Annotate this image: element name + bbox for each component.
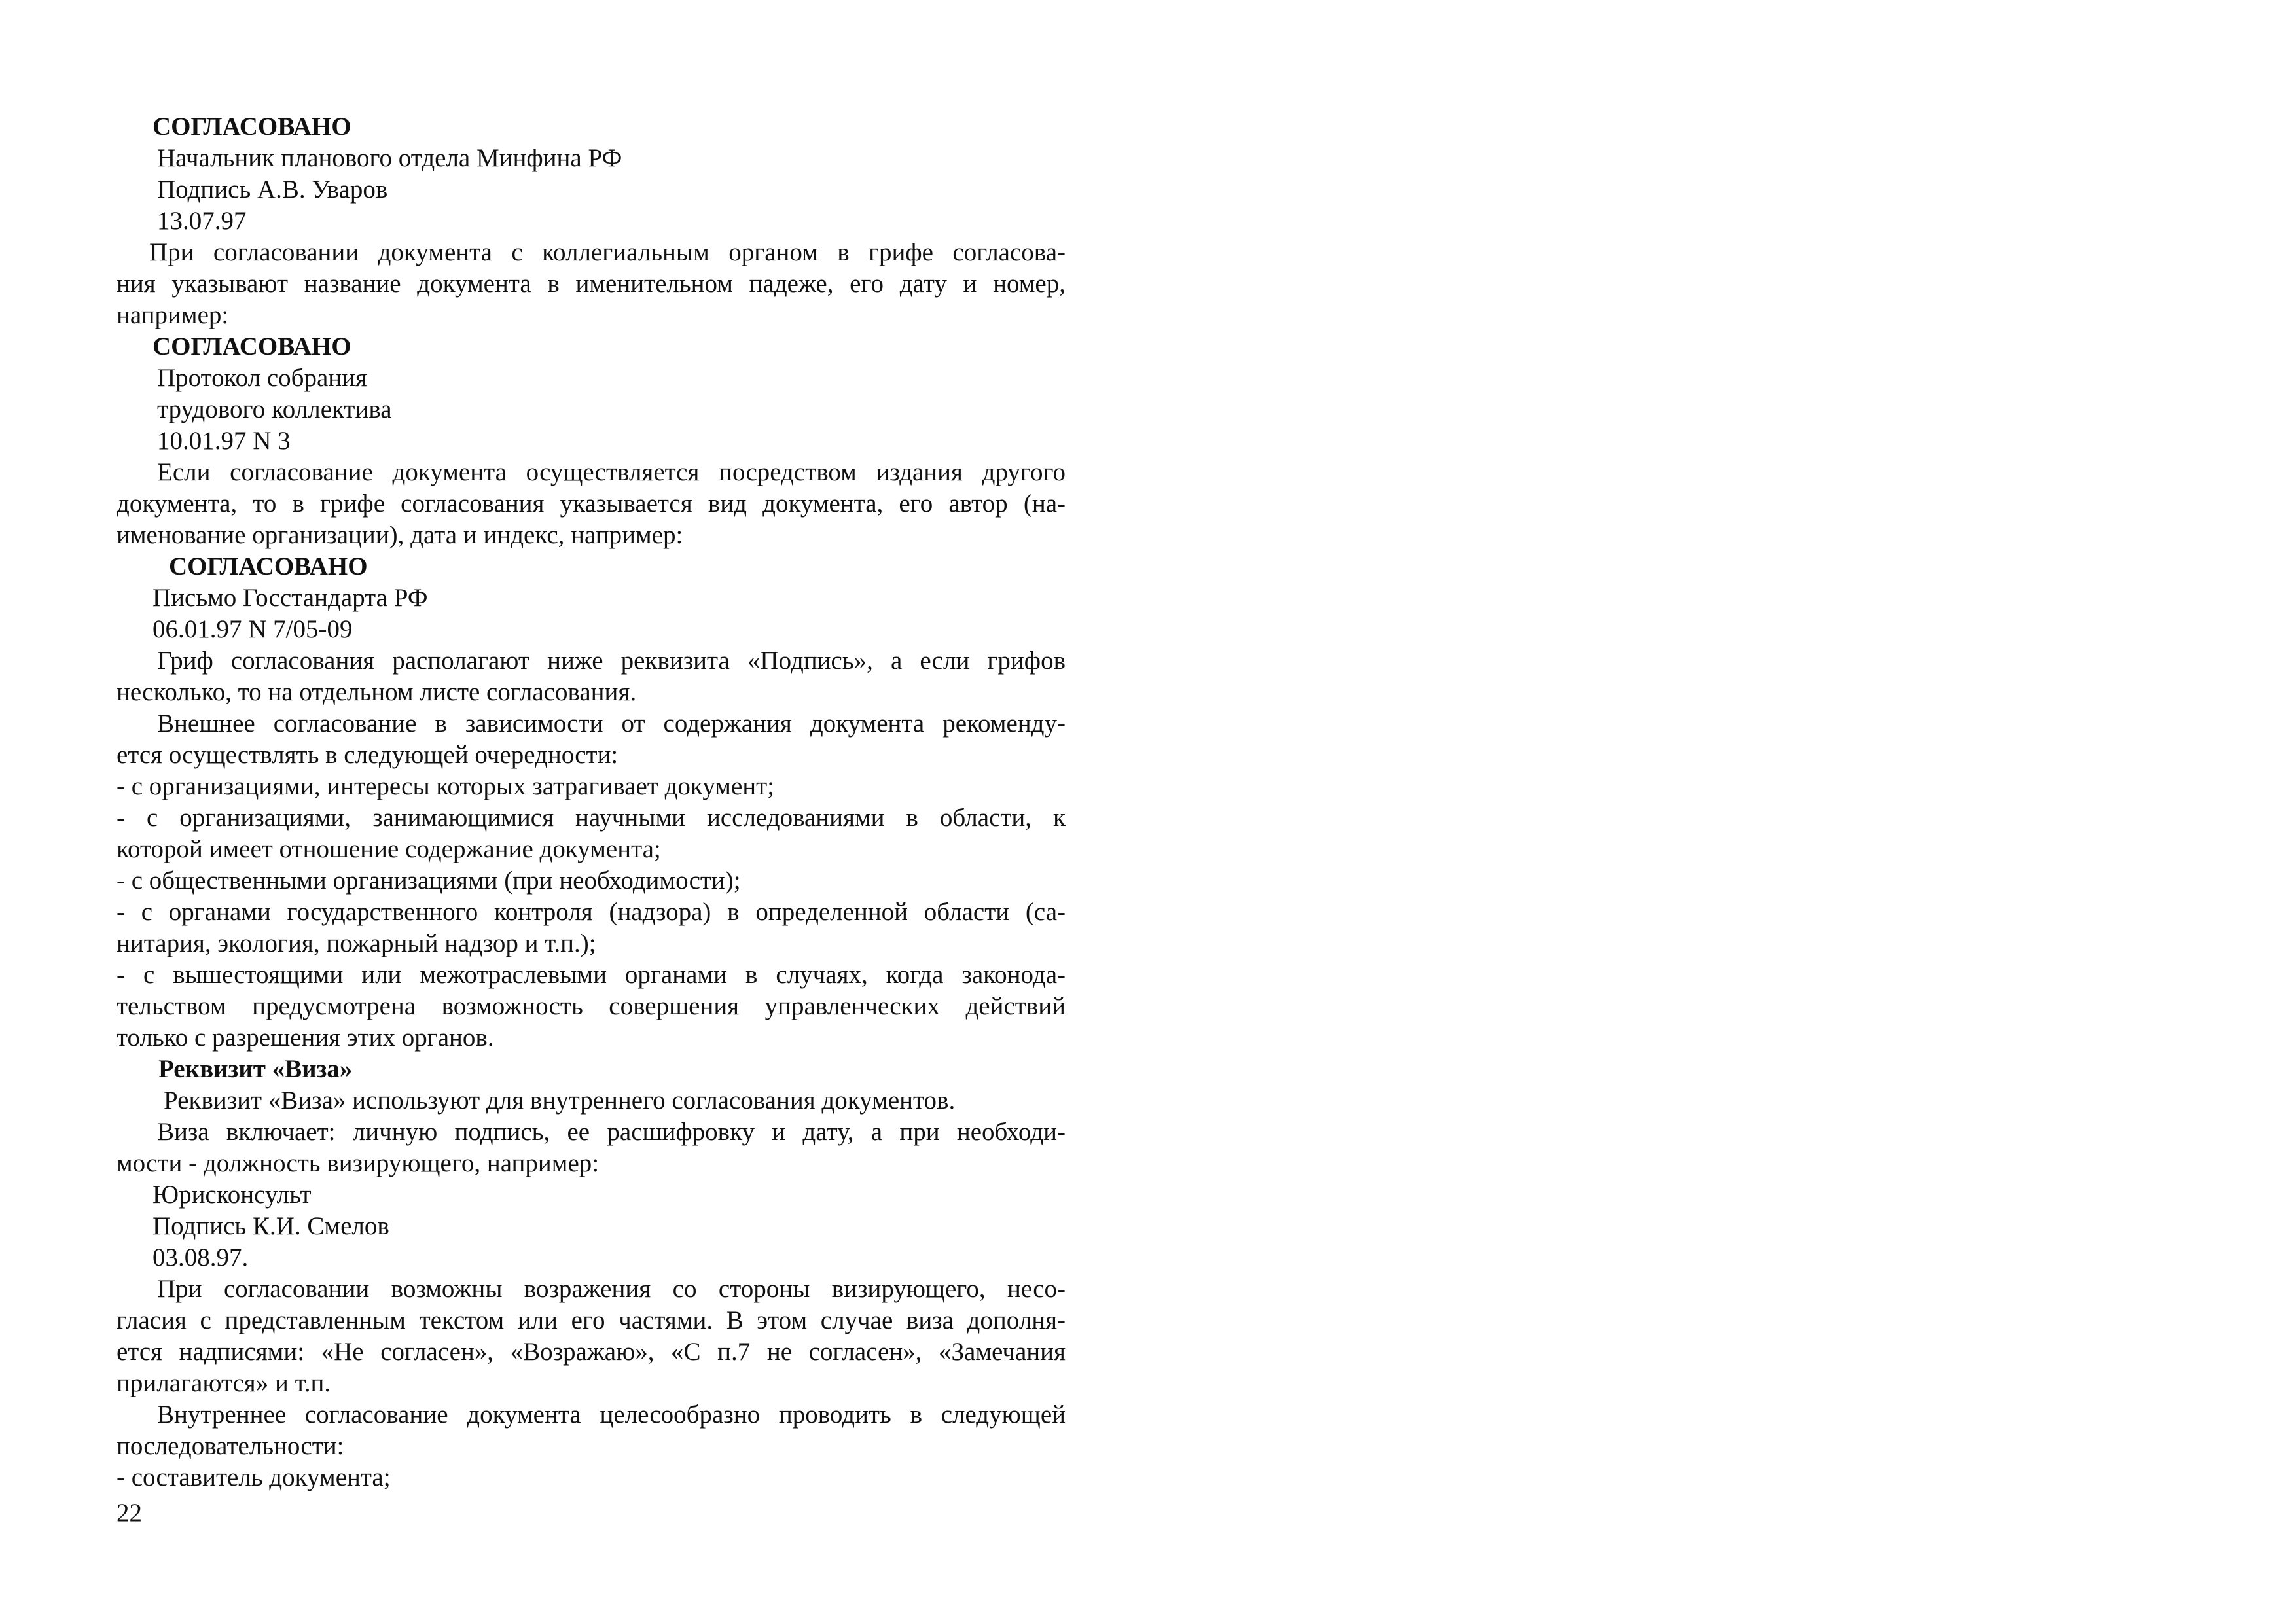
heading-line: Реквизит «Виза» <box>158 1055 353 1083</box>
heading-line: СОГЛАСОВАНО <box>152 332 351 361</box>
text-line: только с разрешения этих органов. <box>117 1024 494 1052</box>
text-line: Виза включает: личную подпись, ее расшифровку и дату, а при необходи- <box>157 1118 1066 1146</box>
text-line: гласия с представленным текстом или его частями. В этом случае виза дополня- <box>117 1306 1066 1334</box>
text-line: Реквизит «Виза» используют для внутреннего согласования документов. <box>164 1086 956 1115</box>
heading-line: СОГЛАСОВАНО <box>152 113 351 141</box>
text-line: именование организации), дата и индекс, например: <box>117 521 683 549</box>
text-line: Юрисконсульт <box>152 1181 312 1209</box>
text-line: несколько, то на отдельном листе согласования. <box>117 678 637 706</box>
text-line: нитария, экология, пожарный надзор и т.п.); <box>117 929 596 957</box>
text-line: При согласовании возможны возражения со стороны визирующего, несо- <box>157 1275 1066 1303</box>
text-line: трудового коллектива <box>157 395 392 423</box>
text-line: - составитель документа; <box>117 1463 391 1491</box>
text-line: Внутреннее согласование документа целесообразно проводить в следующей <box>157 1400 1066 1429</box>
text-line: прилагаются» и т.п. <box>117 1369 331 1397</box>
text-line: мости - должность визирующего, например: <box>117 1149 600 1177</box>
text-line: 13.07.97 <box>157 207 247 235</box>
text-line: 06.01.97 N 7/05-09 <box>152 615 353 643</box>
text-line: Если согласование документа осуществляется посредством издания другого <box>157 458 1066 486</box>
text-line: тельством предусмотрена возможность совершения управленческих действий <box>117 992 1066 1020</box>
heading-line: СОГЛАСОВАНО <box>169 552 368 580</box>
text-line: последовательности: <box>117 1432 344 1460</box>
text-line: 03.08.97. <box>152 1243 249 1272</box>
text-line: Подпись А.В. Уваров <box>157 175 388 204</box>
text-line: ется осуществлять в следующей очередности: <box>117 741 619 769</box>
text-line: - с организациями, занимающимися научными исследованиями в области, к <box>117 804 1066 832</box>
text-line: которой имеет отношение содержание документа; <box>117 835 661 863</box>
text-line: Подпись К.И. Смелов <box>152 1212 389 1240</box>
text-line: - с общественными организациями (при необходимости); <box>117 866 741 895</box>
text-line: документа, то в грифе согласования указывается вид документа, его автор (на- <box>117 490 1066 518</box>
text-line: Протокол собрания <box>157 364 367 392</box>
text-line: - с органами государственного контроля (надзора) в определенной области (са- <box>117 898 1066 926</box>
text-line: 10.01.97 N 3 <box>157 427 291 455</box>
text-line: При согласовании документа с коллегиальным органом в грифе согласова- <box>149 238 1066 266</box>
text-line: например: <box>117 301 229 329</box>
page-number: 22 <box>117 1499 142 1527</box>
text-line: ется надписями: «Не согласен», «Возражаю», «С п.7 не согласен», «Замечания <box>117 1338 1066 1366</box>
text-line: Письмо Госстандарта РФ <box>152 584 428 612</box>
text-line: - с вышестоящими или межотраслевыми органами в случаях, когда законода- <box>117 961 1066 989</box>
text-line: Гриф согласования располагают ниже реквизита «Подпись», а если грифов <box>157 647 1066 675</box>
text-line: Начальник планового отдела Минфина РФ <box>157 144 622 172</box>
text-line: ния указывают название документа в именительном падеже, его дату и номер, <box>117 270 1066 298</box>
text-line: Внешнее согласование в зависимости от содержания документа рекоменду- <box>157 709 1066 738</box>
text-line: - с организациями, интересы которых затрагивает документ; <box>117 772 775 800</box>
